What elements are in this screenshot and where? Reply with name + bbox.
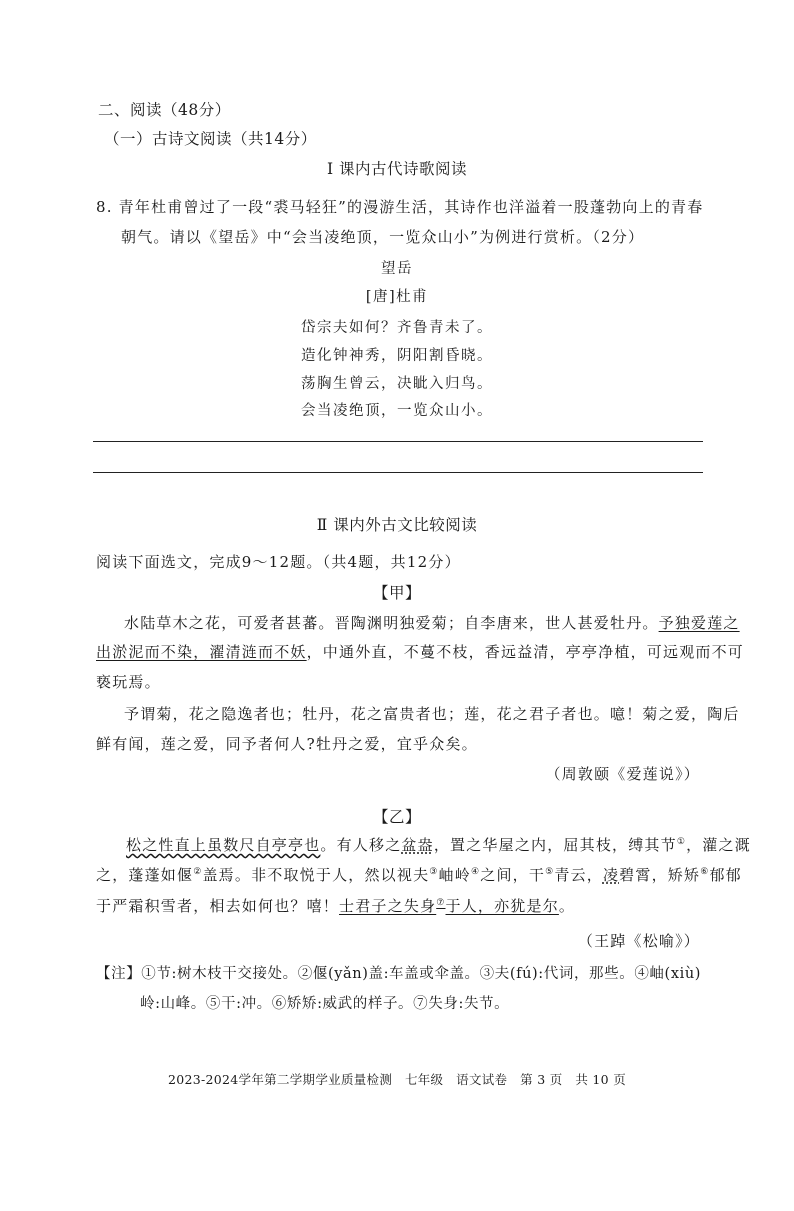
yi-text: 。有人移之: [320, 836, 402, 854]
notes-line1: 【注】①节:树木枝干交接处。②偃(yǎn)盖:车盖或伞盖。③夫(fú):代词，那些。④岫(xiù): [96, 966, 702, 982]
jia-paragraph2-line2: 鲜有闻，莲之爱，同予者何人?牡丹之爱，宜乎众矣。: [96, 735, 478, 753]
footnote-marker: ⑦: [436, 898, 446, 908]
yi-text: 之间，干: [480, 866, 546, 884]
yi-dotted-text: 盆盎: [401, 836, 434, 854]
yi-line3: [96, 895, 575, 916]
yi-underlined-text: 士君子之失身: [339, 897, 437, 915]
footnote-marker: ②: [193, 867, 203, 877]
page-footer: 2023-2024学年第二学期学业质量检测 七年级 语文试卷 第 3 页 共 10 页: [168, 1072, 626, 1087]
yi-wavy-underlined-text: 松之性直上虽数尺自亭亭也: [126, 836, 321, 854]
answer-line[interactable]: [93, 441, 703, 442]
poem-line: 造化钟神秀，阴阳割昏晓。: [301, 348, 493, 364]
yi-label: 【乙】: [372, 808, 421, 826]
yi-text: 。: [558, 897, 576, 915]
yi-source: （王踔《松喻》）: [577, 932, 700, 950]
footnote-marker: ①: [676, 837, 687, 847]
part1-heading: （一）古诗文阅读（共14分）: [104, 130, 317, 148]
jia-text: ，中通外直，不蔓不枝，香远益清，亭亭净植，可远观而不可: [306, 643, 745, 661]
yi-underlined-text: 于人，亦犹是尔: [445, 897, 559, 915]
yi-text: 郁郁: [709, 866, 742, 884]
jia-paragraph1-line3: 亵玩焉。: [96, 673, 161, 691]
question-8-line2: 朝气。请以《望岳》中“会当凌绝顶，一览众山小”为例进行赏析。（2分）: [121, 228, 645, 246]
jia-underlined-text: 予独爱莲之: [658, 614, 740, 632]
jia-text: 水陆草木之花，可爱者甚蕃。晋陶渊明独爱菊；自李唐来，世人甚爱牡丹。: [124, 614, 659, 632]
notes-line2: 岭:山峰。⑤干:冲。⑥矫矫:威武的样子。⑦失身:失节。: [140, 996, 510, 1012]
part1-sub-heading: Ⅰ 课内古代诗歌阅读: [326, 160, 468, 178]
yi-text: 碧霄，矫矫: [619, 866, 701, 884]
poem-line: 会当凌绝顶，一览众山小。: [301, 403, 493, 419]
jia-source: （周敦颐《爱莲说》）: [545, 765, 700, 783]
answer-line[interactable]: [93, 472, 703, 473]
yi-line1: [126, 834, 751, 855]
jia-underlined-text: 出淤泥而不染，濯清涟而不妖: [96, 643, 307, 661]
yi-dotted-text: 凌: [602, 866, 620, 884]
jia-paragraph1-line1: [124, 612, 740, 633]
yi-text: 青云，: [554, 866, 603, 884]
jia-paragraph2-line1: 予谓菊，花之隐逸者也；牡丹，花之富贵者也；莲，花之君子者也。噫！菊之爱，陶后: [124, 705, 740, 723]
section-title: 二、阅读（48分）: [98, 101, 231, 119]
jia-label: 【甲】: [372, 584, 421, 602]
yi-text: 盖焉。非不取悦于人，然以视夫: [202, 866, 430, 884]
yi-text: 之，蓬蓬如偃: [96, 866, 194, 884]
yi-text: 于严霜积雪者，相去如何也？嘻！: [96, 897, 340, 915]
yi-text: ，置之华屋之内，屈其枝，缚其节: [433, 836, 677, 854]
footnote-marker: ⑤: [545, 867, 555, 877]
yi-line2: [96, 864, 742, 885]
poem-line: 荡胸生曾云，决眦入归鸟。: [301, 376, 493, 392]
footnote-marker: ⑥: [700, 867, 710, 877]
part2-instruction: 阅读下面选文，完成9～12题。（共4题，共12分）: [96, 553, 461, 571]
poem-line: 岱宗夫如何？齐鲁青未了。: [301, 320, 493, 336]
yi-text: ，灌之溉: [686, 836, 751, 854]
poem-author: [唐]杜甫: [365, 289, 429, 305]
yi-text: 岫岭: [438, 866, 471, 884]
poem-title: 望岳: [381, 261, 413, 277]
question-8-line1: 8. 青年杜甫曾过了一段“裘马轻狂”的漫游生活，其诗作也洋溢着一股蓬勃向上的青春: [96, 198, 704, 216]
part2-heading: Ⅱ 课内外古文比较阅读: [316, 516, 478, 534]
footnote-marker: ④: [470, 867, 481, 877]
jia-paragraph1-line2: [96, 641, 744, 662]
footnote-marker: ③: [429, 867, 439, 877]
